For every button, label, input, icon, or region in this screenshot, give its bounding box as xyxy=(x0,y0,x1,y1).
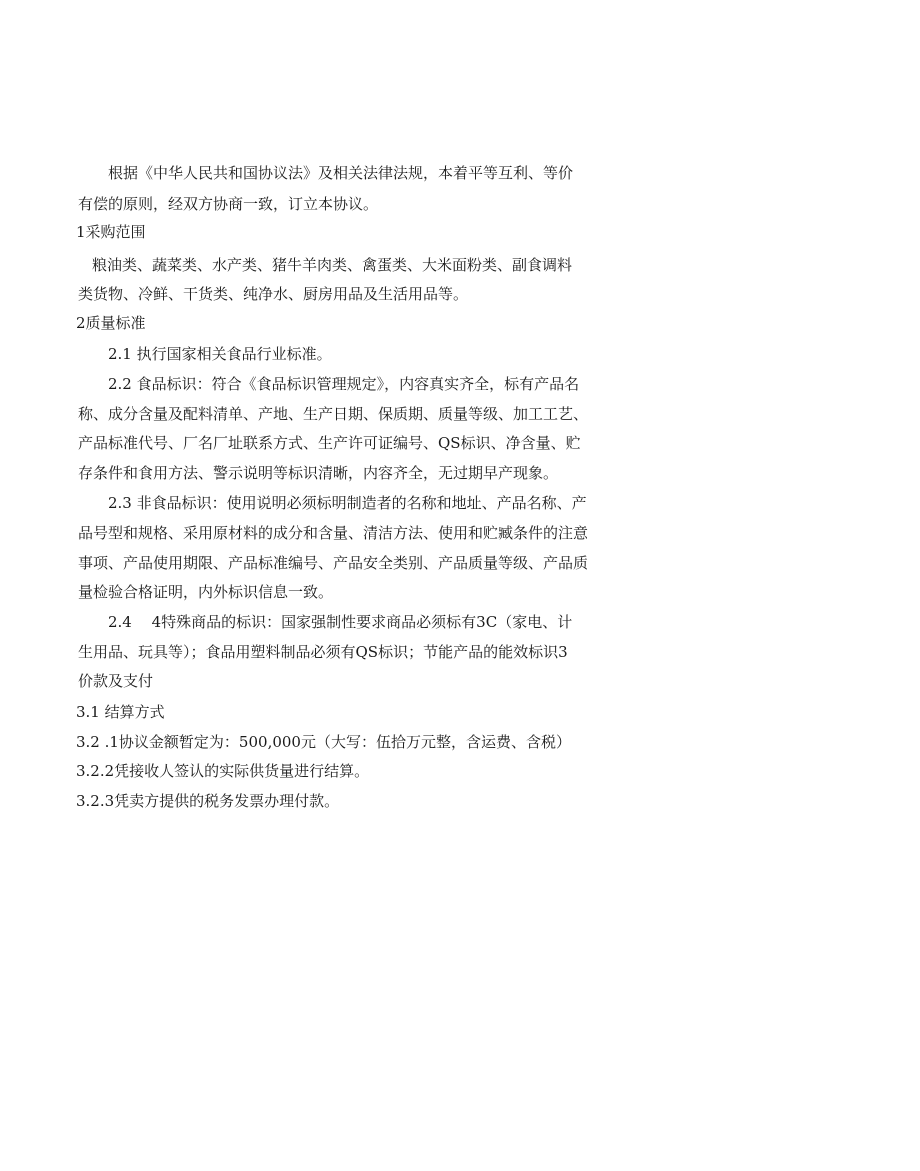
section-2-item-4-line-2: 生用品、玩具等）；食品用塑料制品必须有QS标识；节能产品的能效标识3 xyxy=(78,643,568,661)
section-3-item-2: 3.2 .1协议金额暂定为：500,000元（大写：伍拾万元整，含运费、含税） xyxy=(76,733,571,751)
section-1-line-1: 粮油类、蔬菜类、水产类、猪牛羊肉类、禽蛋类、大米面粉类、副食调料 xyxy=(92,256,573,274)
section-2-heading: 2质量标准 xyxy=(76,314,146,332)
section-2-item-3-line-1: 2.3 非食品标识：使用说明必须标明制造者的名称和地址、产品名称、产 xyxy=(108,494,587,512)
section-2-item-2-line-2: 称、成分含量及配料清单、产地、生产日期、保质期、质量等级、加工工艺、 xyxy=(78,405,589,423)
section-2-item-3-line-4: 量检验合格证明，内外标识信息一致。 xyxy=(78,583,334,601)
section-3-item-4: 3.2.3凭卖方提供的税务发票办理付款。 xyxy=(76,792,340,810)
section-1-line-2: 类货物、冷鲜、干货类、纯净水、厨房用品及生活用品等。 xyxy=(78,285,469,303)
section-2-item-4-line-1: 2.4 4特殊商品的标识：国家强制性要求商品必须标有3C（家电、计 xyxy=(108,613,573,631)
section-2-item-2-line-4: 存条件和食用方法、警示说明等标识清晰，内容齐全，无过期早产现象。 xyxy=(78,464,559,482)
section-1-heading: 1采购范围 xyxy=(76,223,146,241)
preamble-line-1: 根据《中华人民共和国协议法》及相关法律法规，本着平等互利、等价 xyxy=(108,164,574,182)
section-2-item-1: 2.1 执行国家相关食品行业标准。 xyxy=(108,345,332,363)
section-2-item-2-line-3: 产品标准代号、厂名厂址联系方式、生产许可证编号、QS标识、净含量、贮 xyxy=(78,434,581,452)
section-3-item-1: 3.1 结算方式 xyxy=(76,703,165,721)
section-2-item-4-line-3: 价款及支付 xyxy=(78,672,154,690)
section-3-item-3: 3.2.2凭接收人签认的实际供货量进行结算。 xyxy=(76,762,370,780)
section-2-item-3-line-2: 品号型和规格、采用原材料的成分和含量、清洁方法、使用和贮臧条件的注意 xyxy=(78,524,589,542)
section-2-item-2-line-1: 2.2 食品标识：符合《食品标识管理规定》，内容真实齐全，标有产品名 xyxy=(108,375,580,393)
section-2-item-3-line-3: 事项、产品使用期限、产品标准编号、产品安全类别、产品质量等级、产品质 xyxy=(78,554,589,572)
preamble-line-2: 有偿的原则，经双方协商一致，订立本协议。 xyxy=(78,195,379,213)
